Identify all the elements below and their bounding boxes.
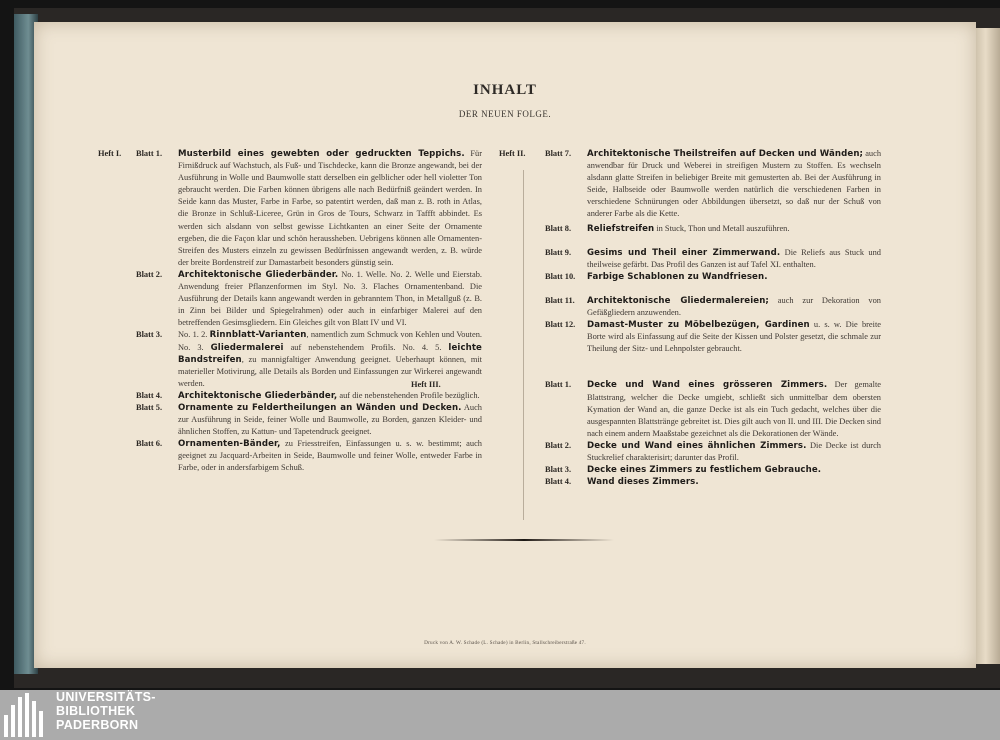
- blatt-label: Blatt 1.: [545, 380, 572, 390]
- entry-title: Decke und Wand eines grösseren Zimmers.: [587, 380, 828, 391]
- ornament-divider: [434, 539, 614, 543]
- left-column: [98, 148, 482, 475]
- blatt-label: Blatt 7.: [545, 149, 572, 158]
- toc-entry: [545, 319, 882, 355]
- blatt-label: Blatt 10.: [545, 271, 576, 281]
- printer-imprint: Druck von A. W. Schade (L. Schade) in Berlin, Stallschreiberstraße 47.: [424, 640, 586, 646]
- page-subtitle: DER NEUEN FOLGE.: [458, 109, 552, 119]
- blatt-label: Blatt 4.: [545, 477, 572, 487]
- toc-entry: [545, 148, 882, 221]
- logo-line-2: BIBLIOTHEK: [56, 704, 136, 718]
- heft-label: Heft II.: [499, 149, 526, 158]
- blatt-label: Blatt 4.: [136, 390, 163, 400]
- entry-description: [587, 464, 881, 476]
- toc-entry: [545, 271, 881, 283]
- entry-text: Der gemalte Blattstrang, welcher die Decke umgiebt, schließt sich unmittelbar dem obersten Kymation der Wand an, die ganze Decke ist als ein Tuch gedacht, welches über die ausgespannten Blattstränge gebreitet ist. Dies gilt auch von II. und III. Die Decken sind nach einem andern Maaßstabe gezeichnet als die Dekorationen der Wände.: [587, 380, 882, 438]
- entry-title: Architektonische Gliedermalereien;: [587, 295, 769, 306]
- toc-entry: [136, 269, 482, 329]
- library-logo-icon: [4, 693, 46, 737]
- heft-label: Heft III.: [411, 380, 441, 390]
- entry-title: Architektonische Theilstreifen auf Decken und Wänden;: [587, 149, 864, 159]
- entry-title: Rinnblatt-Varianten: [209, 330, 307, 341]
- entry-text: Die Reliefs aus Stuck und theilweise gefärbt. Das Profil des Ganzen ist auf Tafel XI. enthalten.: [587, 247, 881, 269]
- entry-title: Damast-Muster zu Möbelbezügen, Gardinen: [587, 320, 810, 331]
- blatt-label: Blatt 3.: [136, 330, 163, 340]
- page-stack-edge: [976, 28, 1000, 664]
- entry-text: Auch zur Ausführung in Seide, feiner Wolle und Baumwolle, zu Borden, ganzen Kleider- und ähnlichen Stoffen, zu Kattun- und Tapetendruck geeignet.: [178, 402, 482, 437]
- entry-title: leichte Bandstreifen: [178, 342, 482, 365]
- blatt-label: Blatt 6.: [136, 439, 163, 449]
- entry-description: [587, 379, 881, 439]
- entry-description: [587, 440, 881, 464]
- entry-description: [178, 390, 482, 402]
- entry-text: auch zur Dekoration von Gefäßgliedern anzuwenden.: [587, 295, 881, 318]
- entry-text: , zu mannigfaltiger Anwendung geeignet. Ueberhaupt können, mit materieller Motivirung, alle Details als Borden und Einfassungen zur Wirkerei angewandt werden.: [178, 354, 482, 388]
- right-column: [411, 148, 882, 488]
- heft-label: Heft I.: [98, 149, 122, 158]
- entry-description: [587, 148, 881, 221]
- entry-title: Ornamente zu Feldertheilungen an Wänden und Decken.: [178, 402, 462, 413]
- logo-line-3: PADERBORN: [56, 718, 139, 732]
- entry-description: [587, 319, 881, 355]
- library-logo-text[interactable]: [56, 690, 156, 732]
- toc-entry: [136, 402, 482, 438]
- entry-title: Wand dieses Zimmers.: [587, 477, 699, 488]
- entry-description: [587, 247, 881, 271]
- entry-description: [587, 476, 881, 488]
- entry-text: zu Friesstreifen, Einfassungen u. s. w. bestimmt; auch geeignet zu Jacquard-Arbeiten in Seide, Baumwolle und feiner Wolle, entweder Farbe in Farbe, oder in andersfarbigem Schuß.: [178, 439, 482, 473]
- entry-description: [178, 402, 482, 438]
- entry-description: [178, 148, 482, 269]
- entry-title: Decke und Wand eines ähnlichen Zimmers.: [587, 440, 807, 451]
- entry-description: [178, 269, 482, 329]
- entry-title: Decke eines Zimmers zu festlichem Gebrauche.: [587, 465, 822, 476]
- entry-description: [178, 438, 482, 474]
- blatt-label: Blatt 1.: [136, 149, 163, 158]
- entry-text: in Stuck, Thon und Metall auszuführen.: [654, 223, 790, 233]
- toc-entry: [136, 438, 482, 474]
- entry-title: Farbige Schablonen zu Wandfriesen.: [587, 271, 768, 282]
- blatt-label: Blatt 5.: [136, 402, 163, 412]
- toc-entry: [136, 390, 482, 402]
- entry-title: Gesims und Theil einer Zimmerwand.: [587, 247, 781, 258]
- logo-line-1: UNIVERSITÄTS-: [56, 690, 156, 704]
- blatt-label: Blatt 2.: [545, 440, 572, 450]
- entry-text: auf nebenstehendem Profils. No. 4. 5.: [283, 342, 449, 352]
- entry-text: Für Firnißdruck auf Wachstuch, als Fuß- und Tischdecke, kann die Bronze angewandt, bei der Ausführung in Wolle und Baumwolle statt derselben ein gelblicher oder hell violetter Ton gebraucht werden. Die Farben können übrigens alle nach Bedürfniß geändert werden. In Seide kann das Muster, Farbe in Farbe, so patentirt werden, daß man z. B. roth in Atlas, die Bronze in Schluß-Liceree, Grün in Gros de Tours, Schwarz in Taffft abbindet. Es werden sich alsdann von selbst gewisse Lichtkanten an einer Seite der Ornamente ergeben, die die Façon klar und schön heraussheben. Uebrigens können alle Ornamenten-Streifen des Musters einzeln zu gewissen Bedürfnissen angewandt werden, z. B. würde der breite Bordenstreif zur Damastarbeit besonders günstig sein.: [178, 149, 482, 267]
- document-page: [34, 22, 976, 668]
- entry-text: No. 1. 2.: [178, 330, 210, 340]
- page-title: INHALT: [473, 82, 537, 98]
- toc-entry: [545, 476, 881, 488]
- toc-entry: [545, 223, 881, 235]
- entry-text: No. 1. Welle. No. 2. Welle und Eierstab. Anwendung freier Pflanzenformen im Styl. No. 3. Flaches Ornamentenband. Die Ausführung der Details kann angewandt werden in gebranntem Thon, in Metallguß (z. B. in Zinn bei Bilder und Spiegelrahmen) oder auch in einfarbiger Malerei auf den betreffenden Gesimsgliedern. Ein Gleiches gilt von Blatt IV und VI.: [178, 269, 482, 328]
- blatt-label: Blatt 3.: [545, 465, 572, 475]
- toc-entry: [545, 247, 881, 271]
- entry-title: Musterbild eines gewebten oder gedruckten Teppichs.: [178, 149, 465, 159]
- entry-text: Die Decke ist durch Stuckrelief charakterisirt; darunter das Profil.: [587, 440, 881, 462]
- entry-text: auf die nebenstehenden Profile bezüglich.: [337, 390, 480, 400]
- blatt-label: Blatt 2.: [136, 269, 163, 279]
- toc-entry: [545, 379, 882, 439]
- blatt-label: Blatt 12.: [545, 320, 576, 330]
- entry-description: [587, 271, 881, 283]
- entry-title: Reliefstreifen: [587, 223, 655, 234]
- entry-text: u. s. w. Die breite Borte wird als Einfassung auf die Seite der Kissen und Polster gesetzt, die schmale zur Theilung der Sitz- und Lehnpolster gebraucht.: [587, 320, 882, 354]
- entry-description: [587, 223, 881, 235]
- entry-text: auch anwendbar für Druck und Weberei in streifigen Mustern zu Stoffen. Es wechseln alsdann glatte Streifen in beliebiger Breite mit gemusterten ab. Bei der Ausführung in Seide, Halbseide oder Baumwolle werden natürlich die verschiedenen Farben in verschiedene Schnürungen oder Abbildungen übersetzt, so daß nur der Schuß von anderer Farbe als die Kette.: [587, 149, 882, 219]
- entry-title: Gliedermalerei: [210, 342, 284, 353]
- entry-description: [587, 295, 881, 319]
- toc-entry: [545, 440, 881, 464]
- blatt-label: Blatt 8.: [545, 223, 572, 233]
- blatt-label: Blatt 11.: [545, 295, 575, 305]
- entry-title: Architektonische Gliederbänder,: [178, 390, 338, 401]
- toc-entry: [545, 295, 881, 319]
- entry-title: Architektonische Gliederbänder.: [178, 269, 339, 280]
- toc-entry: [136, 148, 482, 269]
- blatt-label: Blatt 9.: [545, 247, 572, 257]
- entry-text: , namentlich zum Schmuck von Kehlen und Vouten. No. 3.: [178, 330, 482, 352]
- entry-title: Ornamenten-Bänder,: [178, 439, 281, 450]
- toc-entry: [545, 464, 881, 476]
